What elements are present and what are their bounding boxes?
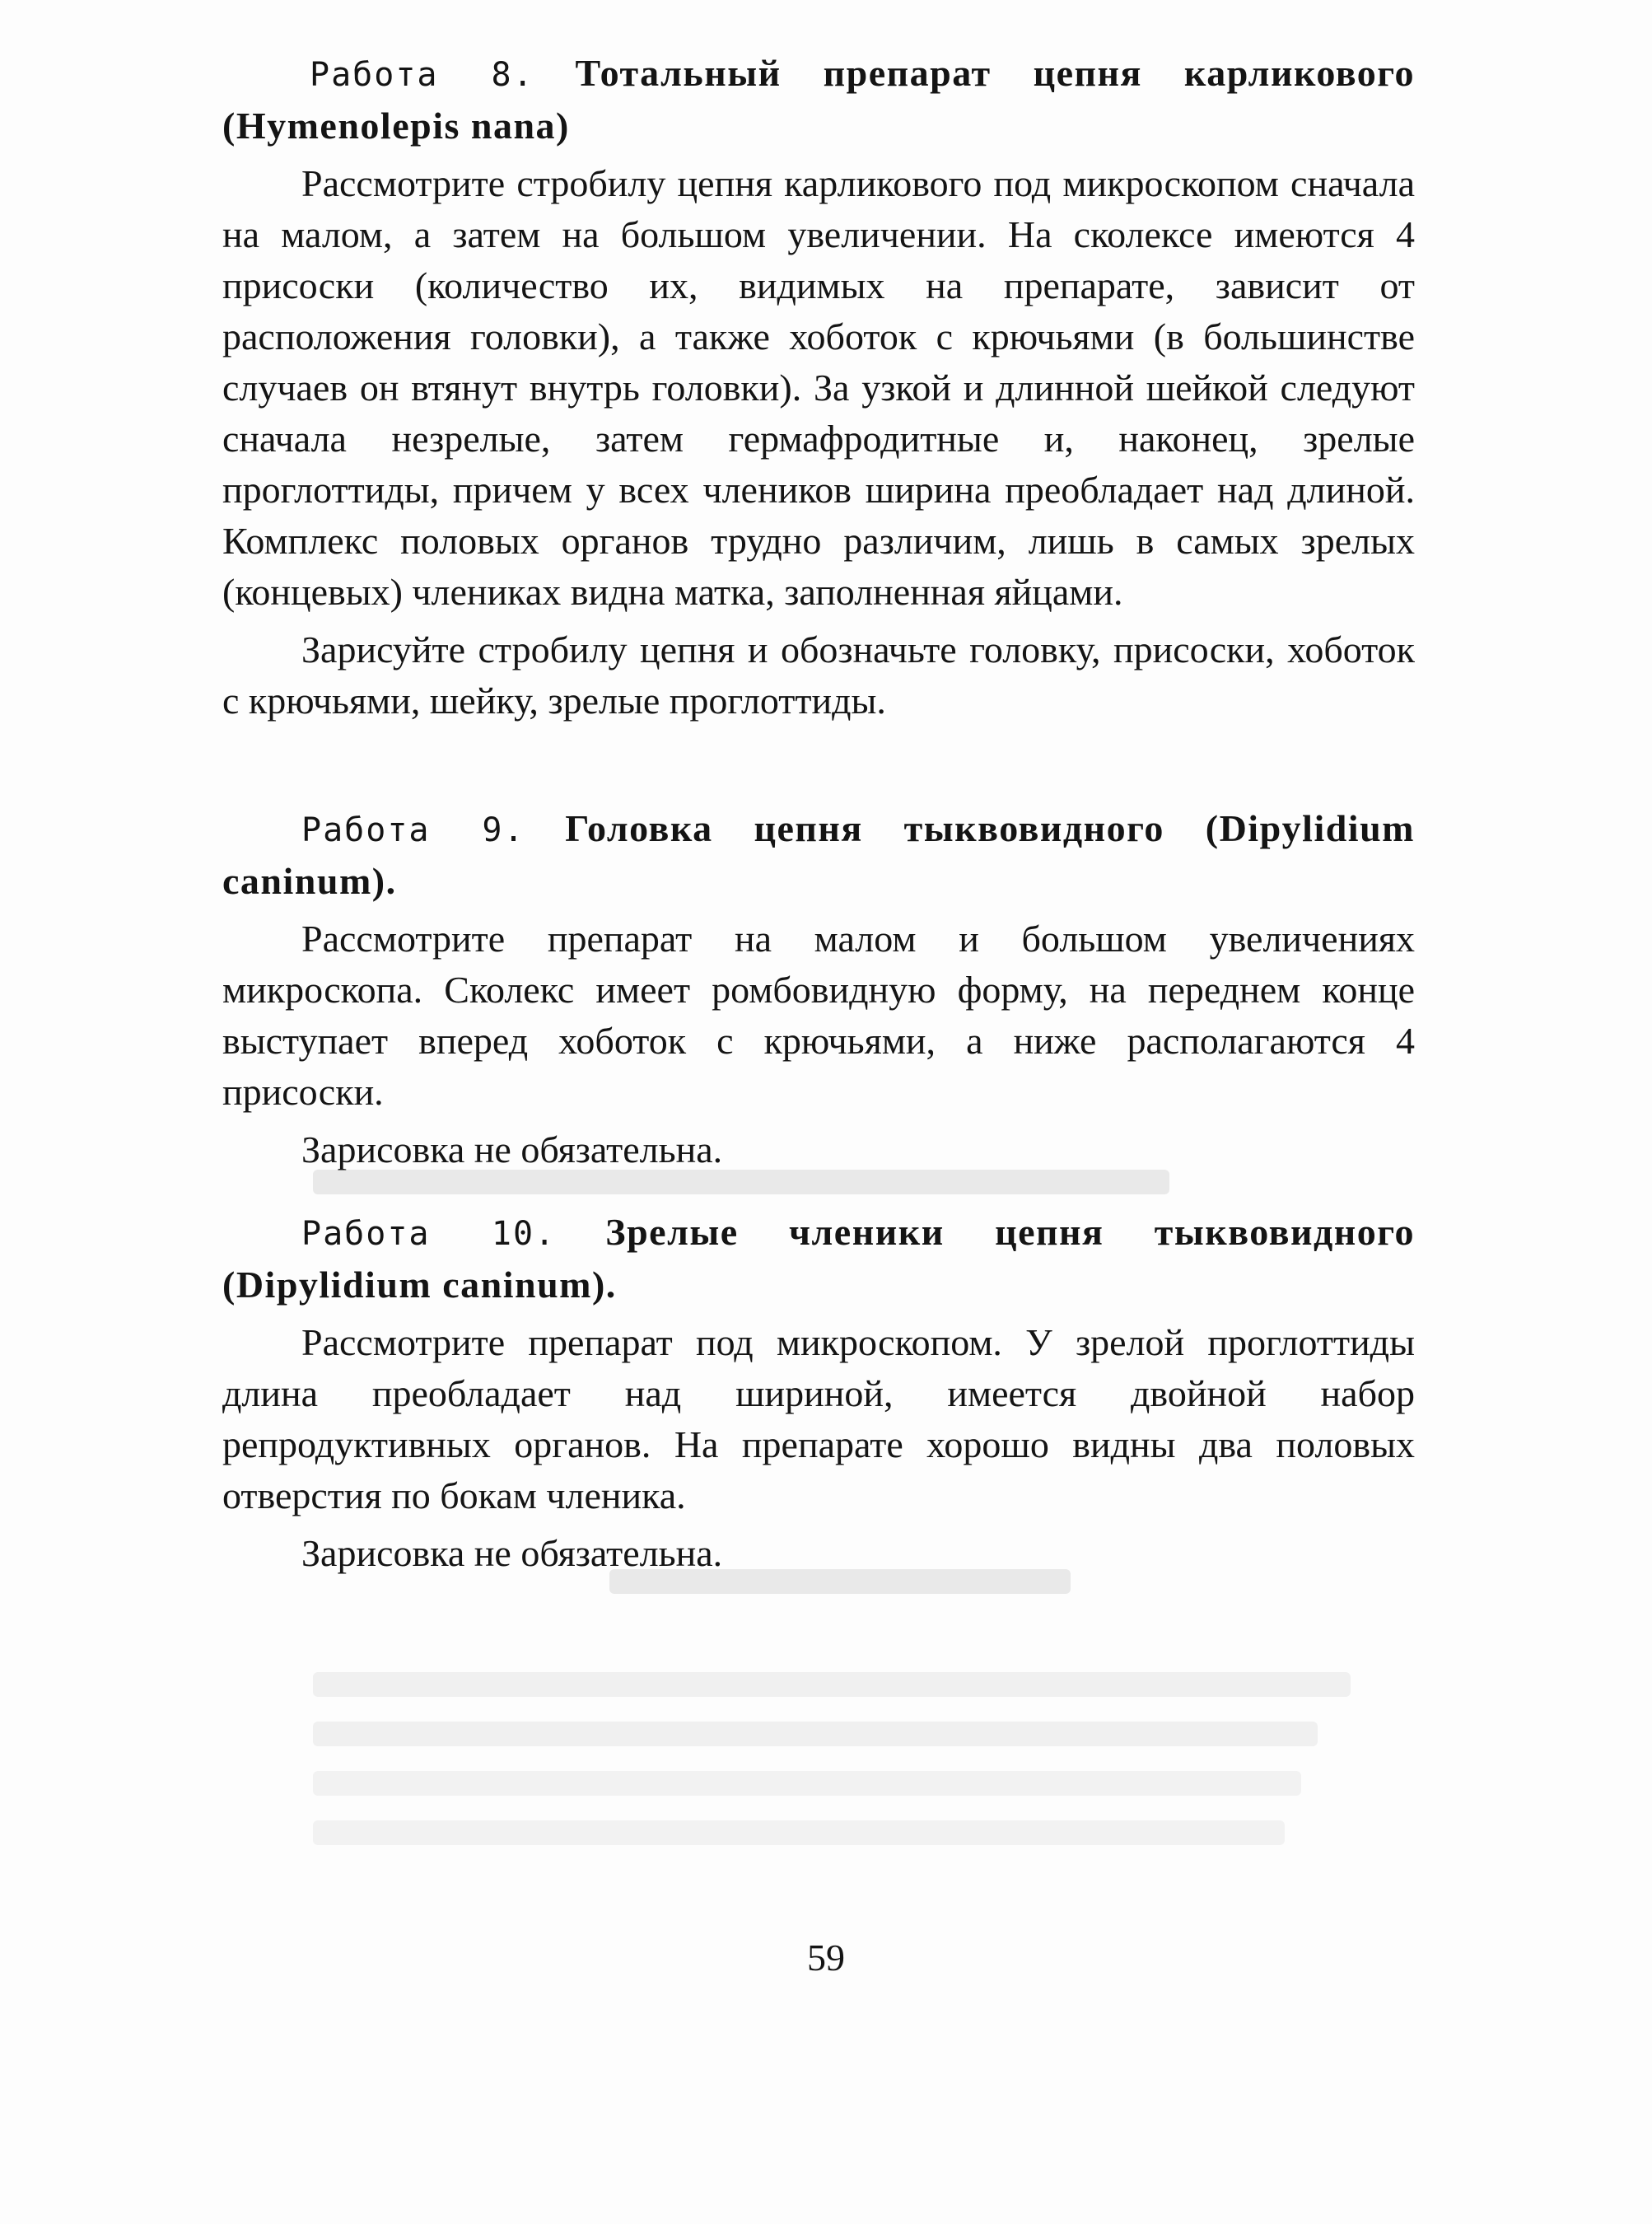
bleed-through-mark — [313, 1722, 1318, 1746]
work-title: Головка цепня тыквовидного (Dipylidium caninum). — [222, 807, 1415, 902]
bleed-through-mark — [313, 1820, 1285, 1845]
work-label: Работа 10. — [301, 1215, 557, 1253]
work-9-section — [222, 803, 1415, 1175]
work-heading — [222, 1207, 1415, 1311]
page-number: 59 — [807, 1937, 845, 1979]
work-title: Тотальный препарат цепня карликового (Hymenolepis nana) — [222, 52, 1415, 147]
work-10-section — [222, 1207, 1415, 1579]
work-heading — [222, 48, 1415, 152]
work-paragraph: Рассмотрите препарат под микроскопом. У зрелой проглоттиды длина преобладает над шириной, имеется двойной набор репродуктивных органов. На препарате хорошо видны два половых отверстия по бокам членика. — [222, 1321, 1415, 1516]
work-title: Зрелые членики цепня тыквовидного (Dipylidium caninum). — [222, 1211, 1415, 1306]
work-paragraph: Зарисуйте стробилу цепня и обозначьте головку, присоски, хоботок с крючьями, шейку, зрелые проглоттиды. — [222, 628, 1415, 722]
work-heading — [222, 803, 1415, 907]
work-8-section — [222, 48, 1415, 727]
bleed-through-mark — [313, 1672, 1351, 1697]
work-note: Зарисовка не обязательна. — [301, 1128, 723, 1170]
work-paragraph: Рассмотрите препарат на малом и большом увеличениях микроскопа. Сколекс имеет ромбовидную форму, на переднем конце выступает вперед хоботок с крючьями, а ниже располагаются 4 присоски. — [222, 918, 1415, 1113]
work-label: Работа 9. — [301, 811, 525, 849]
work-label: Работа 8. — [310, 56, 534, 94]
work-note: Зарисовка не обязательна. — [301, 1532, 723, 1574]
bleed-through-mark — [313, 1771, 1301, 1796]
work-paragraph: Рассмотрите стробилу цепня карликового под микроскопом сначала на малом, а затем на большом увеличении. На сколексе имеются 4 присоски (количество их, видимых на препарате, зависит от расположения головки), а также хоботок с крючьями (в большинстве случаев он втянут внутрь головки). За узкой и длинной шейкой следуют сначала незрелые, затем гермафродитные и, наконец, зрелые проглоттиды, причем у всех члеников ширина преобладает над длиной. Комплекс половых органов трудно различим, лишь в самых зрелых (концевых) члениках видна матка, заполненная яйцами. — [222, 162, 1415, 613]
